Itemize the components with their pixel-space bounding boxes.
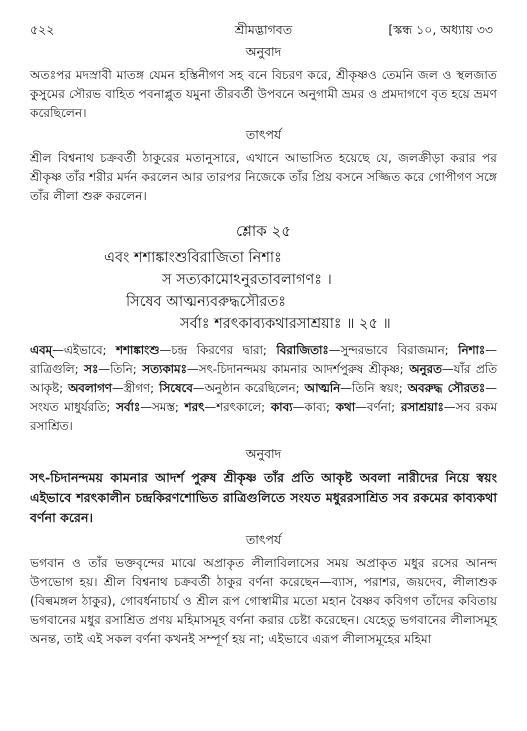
synonym-term: বিরাজিতাঃ (276, 343, 329, 357)
synonym-meaning: —চন্দ্র কিরণের দ্বারা; (159, 343, 277, 357)
synonym-meaning: —স্ত্রীগণ; (111, 381, 160, 395)
chapter-reference: [স্কন্ধ ১০, অধ্যায় ৩৩ (388, 22, 493, 37)
translation-heading: অনুবাদ (245, 446, 282, 461)
verse-title: শ্লোক ২৫ (236, 222, 291, 240)
synonym-term: কাব্য (270, 400, 293, 414)
synonym-term: শশাঙ্কাংশু (115, 343, 160, 357)
synonym-term: সঃ (84, 362, 99, 376)
verse-line: স সত্যকামোঽনুরতাবলাগণঃ । (162, 272, 332, 288)
synonym-term: সর্বাঃ (116, 400, 141, 414)
synonym-meaning: —যাঁর প্রতি আকৃষ্ট; (30, 362, 497, 395)
synonym-meaning: —সব রকম রসাশ্রিত। (30, 400, 498, 433)
synonym-meaning: —অনুষ্ঠান করেছিলেন; (192, 381, 305, 395)
synonym-meaning: —রাত্রিগুলি; (30, 343, 497, 376)
page-number: ৫২২ (30, 22, 55, 37)
verse-line: এবং শশাঙ্কাংশুবিরাজিতা নিশাঃ (104, 250, 282, 266)
translation-text: সৎ-চিদানন্দময় কামনার আদর্শ পুরুষ শ্রীকৃষ্ণ তাঁর প্রতি আকৃষ্ট অবলা নারীদের নিয়ে স্বয়ং এইভাবে শরৎকালীন চন্দ্রকিরণশোভিত রাত্রিগুলিতে সংযত মধুররসাশ্রিত সব রকমের কাব্যকথা বর্ণনা করেন। (30, 470, 497, 525)
synonym-meaning: —শরৎকালে; (204, 400, 271, 414)
synonym-meaning: —কাব্য; (292, 400, 336, 414)
synonym-term: নিশাঃ (458, 343, 486, 357)
book-title: শ্রীমদ্ভাগবত (234, 22, 293, 37)
purport-text: ভগবান ও তাঁর ভক্তবৃন্দের মাঝে অপ্রাকৃত লীলাবিলাসের সময় অপ্রাকৃত মধুর রসের আনন্দ উপভোগ হয়। শ্রীল বিশ্বনাথ চক্রবর্তী ঠাকুর বর্ণনা করেছেন—ব্যাস, পরাশর, জয়দেব, লীলাশুক (বিল্বমঙ্গল ঠাকুর), গোবর্ধনাচার্য ও শ্রীল রূপ গোস্বামীর মতো মহান বৈষ্ণব কবিগণ তাঁদের কবিতায় ভগবানের মধুর রসাশ্রিত প্রণয় মহিমাসমূহ বর্ণনা করার চেষ্টা করেছেন। যেহেতু ভগবানের লীলাসমূহ অনন্ত, তাই এই সকল বর্ণনা কখনই সম্পূর্ণ হয় না; এইভাবে এরূপ লীলাসমূহের মহিমা (30, 556, 497, 646)
verse-text (30, 247, 497, 335)
synonym-meaning: —বর্ণনা; (355, 400, 401, 414)
verse-line: সিষেব আত্মন্যবরুদ্ধসৌরতঃ (126, 294, 286, 310)
synonym-meaning: —এইভাবে; (52, 343, 116, 357)
prev-translation-heading: অনুবাদ (245, 44, 282, 59)
synonym-meaning: —সৎ-চিদানন্দময় কামনার আদর্শপুরুষ শ্রীকৃষ্ণ; (186, 362, 410, 376)
synonym-term: কথা (335, 400, 356, 414)
synonym-term: অবলাগণ (68, 381, 112, 395)
synonym-term: শরৎ (184, 400, 205, 414)
purport-heading: তাৎপর্য (245, 532, 282, 547)
word-synonyms (30, 341, 497, 436)
prev-purport-heading: তাৎপর্য (245, 127, 282, 142)
prev-purport-text: শ্রীল বিশ্বনাথ চক্রবর্তী ঠাকুরের মতানুসারে, এখানে আভাসিত হয়েছে যে, জলক্রীড়া করার পর শ্রীকৃষ্ণ তাঁর শরীর মর্দন করলেন আর তারপর নিজেকে তাঁর প্রিয় বসনে সজ্জিত করে গোপীগণ সঙ্গে তাঁর লীলা শুরু করলেন। (30, 151, 497, 203)
synonym-meaning: —সুন্দরভাবে বিরাজমান; (328, 343, 459, 357)
prev-translation-text: অতঃপর মদস্রাবী মাতঙ্গ যেমন হস্তিনীগণ সহ বনে বিচরণ করে, শ্রীকৃষ্ণও তেমনি জল ও স্থলজাত কুসুমের সৌরভ বাহিত পবনাপ্লুত যমুনা তীরবর্তী উপবনে অনুগামী ভ্রমর ও প্রমদাগণে বৃত হয়ে ভ্রমণ করেছিলেন। (30, 68, 497, 120)
page-header (30, 14, 497, 40)
synonym-term: আত্মনি (304, 381, 341, 395)
synonym-term: অবরুদ্ধ সৌরতঃ (407, 381, 486, 395)
synonym-meaning: —সমস্ত; (140, 400, 185, 414)
synonym-term: এবম্ (30, 343, 53, 357)
synonym-term: রসাশ্রয়াঃ (400, 400, 444, 414)
synonym-meaning: —সংযত মাধুর্যরতি; (30, 381, 497, 414)
verse-line: সর্বাঃ শরৎকাব্যকথারসাশ্রয়াঃ ॥ ২৫ ॥ (180, 316, 391, 332)
synonym-meaning: —তিনি স্বয়ং; (340, 381, 408, 395)
synonym-term: সিষেবে (159, 381, 193, 395)
synonym-term: অনুরত (409, 362, 442, 376)
synonym-meaning: —তিনি; (98, 362, 143, 376)
synonym-term: সত্যকামঃ (142, 362, 187, 376)
